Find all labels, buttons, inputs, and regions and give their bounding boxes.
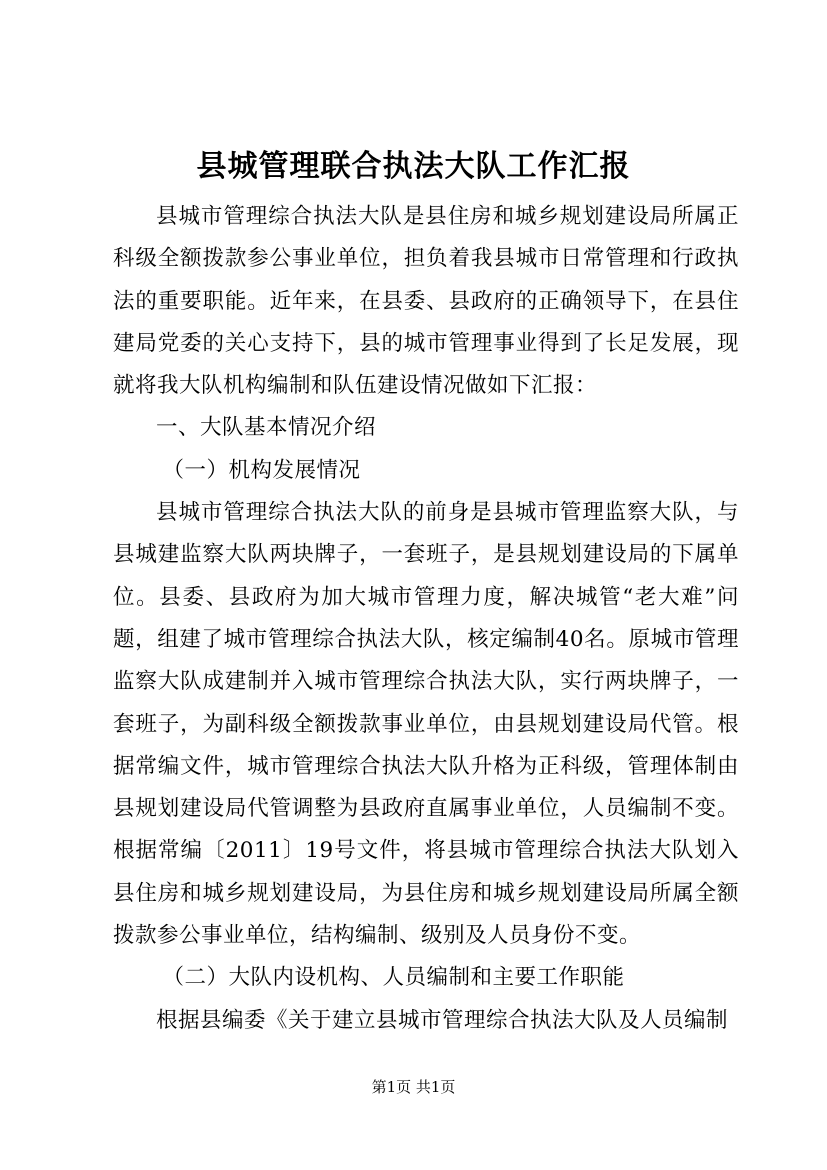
subsection-heading-2: （二）大队内设机构、人员编制和主要工作职能 [162, 965, 625, 991]
paragraph-structure: 根据县编委《关于建立县城市管理综合执法大队及人员编制 [156, 1007, 729, 1033]
paragraph-intro: 县城市管理综合执法大队是县住房和城乡规划建设局所属正科级全额拨款参公事业单位，担负着我县城市日常管理和行政执法的重要职能。近年来，在县委、县政府的正确领导下，在县住建局党委的关心支持下，县的城市管理事业得到了长足发展，现就将我大队机构编制和队伍建设情况做如下汇报： [113, 204, 739, 399]
section-heading-1: 一、大队基本情况介绍 [156, 415, 377, 441]
paragraph-history: 县城市管理综合执法大队的前身是县城市管理监察大队，与县城建监察大队两块牌子，一套班子，是县规划建设局的下属单位。县委、县政府为加大城市管理力度，解决城管“老大难”问题，组建了城市管理综合执法大队，核定编制40名。原城市管理监察大队成建制并入城市管理综合执法大队，实行两块牌子，一套班子，为副科级全额拨款事业单位，由县规划建设局代管。根据常编文件，城市管理综合执法大队升格为正科级，管理体制由县规划建设局代管调整为县政府直属事业单位，人员编制不变。根据常编〔2011〕19号文件，将县城市管理综合执法大队划入县住房和城乡规划建设局，为县住房和城乡规划建设局所属全额拨款参公事业单位，结构编制、级别及人员身份不变。 [113, 500, 739, 949]
document-body [113, 196, 739, 1042]
subsection-heading-1: （一）机构发展情况 [162, 457, 361, 483]
document-title: 县城管理联合执法大队工作汇报 [196, 149, 631, 184]
page-footer: 第1页 共1页 [371, 1078, 456, 1096]
